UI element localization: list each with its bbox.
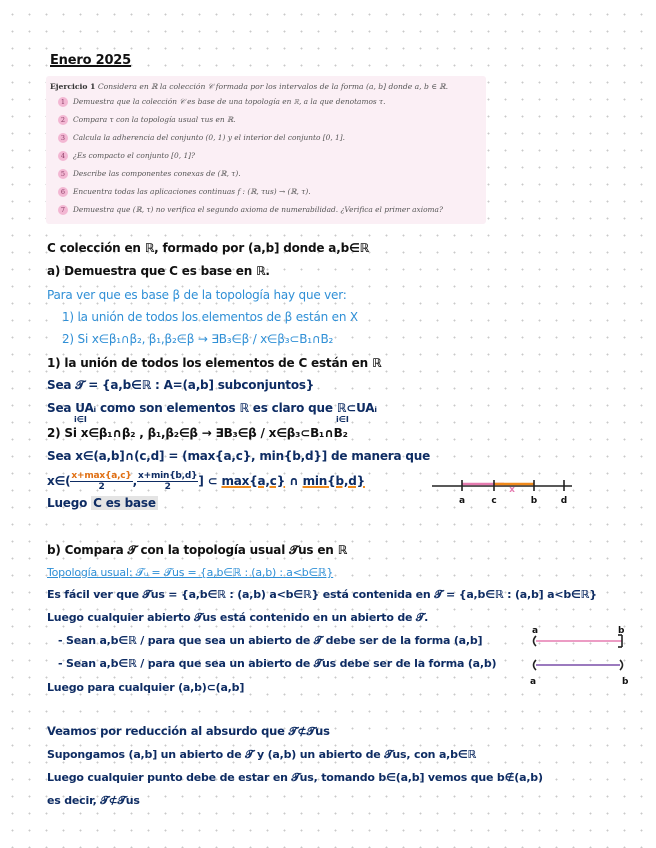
item-number: 3 [58, 133, 68, 143]
exercise-item [58, 115, 235, 125]
note-line-condition-1: 1) la unión de todos los elementos de β están en X [62, 310, 358, 324]
note-line-therefore: es decir, 𝓣⊄𝓣us [47, 794, 140, 807]
union-index: i∈I [74, 415, 87, 424]
item-number: 6 [58, 187, 68, 197]
exercise-heading [50, 82, 448, 92]
note-line-subset: x∈( $\frac{x+\max\{a,c\}}{2}$ , $\frac{x+\min\{b,d\}}{2}$ ] ⊂ max{a,c} ∩ min{b,d} [47, 471, 365, 492]
item-text: Calcula la adherencia del conjunto (0, 1) y el interior del conjunto [0, 1]. [73, 133, 345, 142]
note-line-part-b: b) Compara 𝓣 con la topología usual 𝓣us en ℝ [47, 543, 348, 557]
exercise-item [58, 97, 386, 107]
fraction-left: $\frac{x+\max\{a,c\}}{2}$ [71, 471, 132, 492]
label-b: b [530, 496, 538, 506]
exercise-label: Ejercicio 1 [50, 82, 96, 91]
note-line-base-intro: Para ver que es base β de la topología hay que ver: [47, 288, 347, 302]
union-index: i∈I [336, 415, 349, 424]
fraction-right: $\frac{x+\min\{b,d\}}{2}$ [138, 471, 198, 492]
item-text: Compara τ con la topología usual τus en ℝ. [73, 115, 236, 124]
item-number: 2 [58, 115, 68, 125]
note-line-suppose: Supongamos (a,b] un abierto de 𝓣 y (a,b) un abierto de 𝓣us, con a,b∈ℝ [47, 748, 477, 761]
note-line-absurd: Veamos por reducción al absurdo que 𝓣⊄𝓣us [47, 724, 330, 738]
note-line-intersection: Sea x∈(a,b]∩(c,d] = (max{a,c}, min{b,d}] de manera que [47, 449, 431, 463]
note-line-conclusion-a: Luego C es base [47, 496, 156, 510]
note-line-step-2: 2) Si x∈β₁∩β₂ , β₁,β₂∈β → ∃B₃∈β / x∈β₃⊂B₁∩B₂ [47, 426, 348, 440]
note-line-union [47, 401, 377, 416]
bottom-label-a: a [530, 677, 537, 687]
exercise-box [46, 76, 486, 224]
exercise-item [58, 187, 311, 197]
note-line-condition-2: 2) Si x∈β₁∩β₂, β₁,β₂∈β → ∃B₃∈β / x∈β₃⊂B₁∩B₂ [62, 332, 334, 346]
item-number: 7 [58, 205, 68, 215]
note-line-contained: Es fácil ver que 𝓣us = {a,b∈ℝ : (a,b) a<b∈ℝ} está contenida en 𝓣 = {a,b∈ℝ : (a,b] a<b∈ℝ} [47, 588, 597, 601]
item-number: 1 [58, 97, 68, 107]
note-line-open-tus: - Sean a,b∈ℝ / para que sea un abierto de 𝓣us debe ser de la forma (a,b) [58, 657, 497, 670]
note-line-subset-ab: Luego para cualquier (a,b)⊂(a,b] [47, 681, 245, 694]
item-text: Describe las componentes conexas de (ℝ, τ). [73, 169, 241, 178]
label-a: a [458, 496, 466, 506]
item-text: Demuestra que (ℝ, τ) no verifica el segundo axioma de numerabilidad. ¿Verifica el primer axioma? [73, 205, 443, 214]
label-c: c [491, 496, 497, 506]
exercise-item [58, 169, 241, 179]
top-label-b: b [618, 626, 625, 636]
union-prefix: Sea [47, 401, 76, 415]
union-symbol: UAᵢ [75, 401, 96, 415]
item-text: Encuentra todas las aplicaciones continuas f : (ℝ, τus) → (ℝ, τ). [73, 187, 311, 196]
bottom-label-b: b [622, 677, 629, 687]
union-symbol: UAᵢ [356, 401, 377, 415]
exercise-item [58, 133, 345, 143]
exercise-item [58, 205, 443, 215]
min-term: min{b,d} [302, 474, 365, 488]
interval-diagram [522, 624, 632, 686]
max-term: max{a,c} [221, 474, 286, 488]
subset-open: x∈( [47, 474, 71, 488]
exercise-item [58, 151, 195, 161]
exercise-statement: Considera en ℝ la colección 𝒞 formada por los intervalos de la forma (a, b] donde a, b ∈ ℝ. [97, 82, 449, 91]
note-line-any-open: Luego cualquier abierto 𝓣us está contenido en un abierto de 𝓣. [47, 611, 429, 624]
label-x: x [509, 485, 515, 495]
note-line-open-t: - Sean a,b∈ℝ / para que sea un abierto de 𝓣 debe ser de la forma (a,b] [58, 634, 483, 647]
item-text: ¿Es compacto el conjunto [0, 1]? [73, 151, 195, 160]
union-text: como son elementos ℝ es claro que ℝ⊂ [95, 401, 357, 415]
label-d: d [560, 496, 568, 506]
note-line-part-a: a) Demuestra que C es base en ℝ. [47, 264, 270, 278]
item-number: 4 [58, 151, 68, 161]
item-text: Demuestra que la colección 𝒞 es base de una topología en ℝ, a la que denotamos τ. [73, 97, 386, 106]
note-line-sea-t: Sea 𝓣 = {a,b∈ℝ : A=(a,b] subconjuntos} [47, 378, 315, 392]
page-title: Enero 2025 [50, 53, 132, 68]
top-label-a: a [532, 626, 539, 636]
note-line-any-point: Luego cualquier punto debe de estar en 𝓣us, tomando b∈(a,b] vemos que b∉(a,b) [47, 771, 543, 784]
note-line-collection: C colección en ℝ, formado por (a,b] donde a,b∈ℝ [47, 241, 369, 255]
note-line-usual-topology: Topología usual: 𝓣ᵤ = 𝓣us = {a,b∈ℝ : (a,b) : a<b∈ℝ} [47, 566, 334, 579]
item-number: 5 [58, 169, 68, 179]
highlight-c-es-base: C es base [93, 496, 156, 510]
number-line-diagram [432, 472, 572, 512]
note-line-step-1: 1) la unión de todos los elementos de C están en ℝ [47, 356, 382, 370]
